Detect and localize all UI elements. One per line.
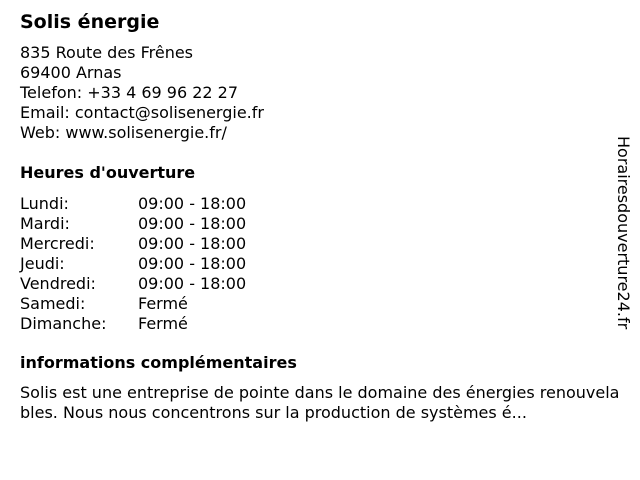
time-value: 09:00 - 18:00 [138,214,247,233]
info-description: Solis est une entreprise de pointe dans le domaine des énergies renouvelables. Nous nous concentrons sur la production de systèmes é... [20,383,620,422]
web-line: Web: www.solisenergie.fr/ [20,123,227,142]
time-value: 09:00 - 18:00 [138,234,247,253]
time-value: Fermé [138,294,188,313]
address-city: 69400 Arnas [20,63,122,82]
hours-heading: Heures d'ouverture [20,163,196,182]
email-line: Email: contact@solisenergie.fr [20,103,264,122]
day-label: Lundi: [20,194,69,213]
time-value: 09:00 - 18:00 [138,254,247,273]
day-label: Mardi: [20,214,70,233]
time-value: 09:00 - 18:00 [138,274,247,293]
site-watermark: Horairesdouverture24.fr [614,136,633,330]
day-label: Samedi: [20,294,86,313]
day-label: Mercredi: [20,234,95,253]
day-label: Jeudi: [20,254,65,273]
business-name: Solis énergie [20,11,160,33]
day-label: Dimanche: [20,314,107,333]
info-heading: informations complémentaires [20,353,297,372]
address-street: 835 Route des Frênes [20,43,194,62]
time-value: 09:00 - 18:00 [138,194,247,213]
phone-line: Telefon: +33 4 69 96 22 27 [20,83,239,102]
contact-block [20,43,264,143]
time-value: Fermé [138,314,188,333]
day-label: Vendredi: [20,274,96,293]
